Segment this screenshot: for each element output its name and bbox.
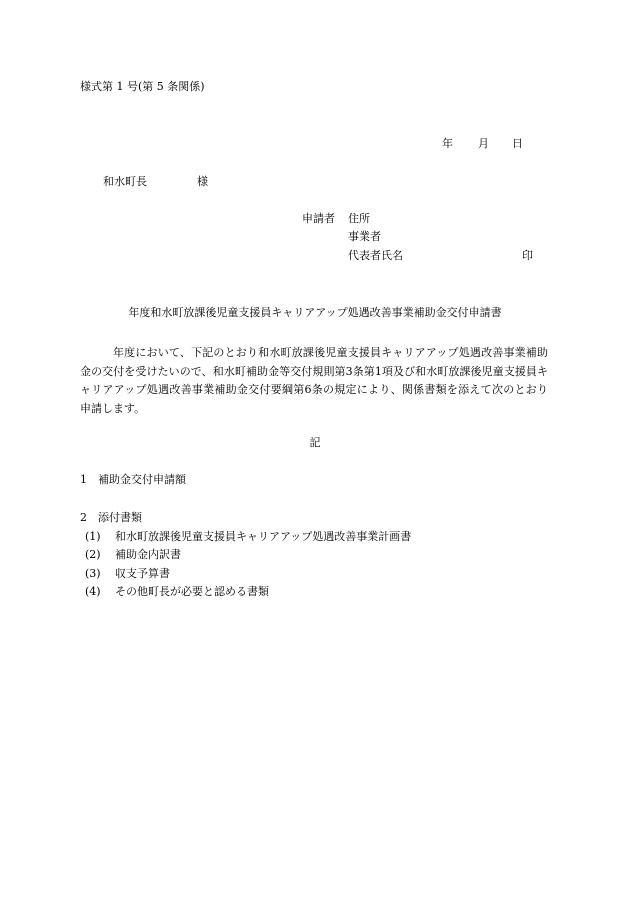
addressee-title: 和水町長 (103, 175, 147, 188)
date-year-label: 年 (442, 137, 453, 150)
date-day-label: 日 (512, 137, 523, 150)
attachment-text: その他町長が必要と認める書類 (115, 585, 269, 598)
representative-name-label: 代表者氏名 (348, 249, 403, 262)
attachment-text: 収支予算書 (115, 567, 170, 580)
item-application-amount: 1 補助金交付申請額 (80, 473, 186, 486)
attachment-item (85, 530, 411, 544)
attachment-item (85, 548, 181, 562)
seal-label: 印 (522, 249, 533, 262)
attachment-item (85, 585, 269, 599)
body-paragraph: 年度において、下記のとおり和水町放課後児童支援員キャリアアップ処遇改善事業補助金の交付を受けたいので、和水町補助金等交付規則第3条第1項及び和水町放課後児童支援員キャリアアップ処遇改善事業補助金交付要綱第6条の規定により、関係書類を添えて次のとおり申請します。 (80, 346, 548, 416)
attachment-text: 補助金内訳書 (115, 548, 181, 561)
item-attachments-heading: 2 添付書類 (80, 511, 142, 524)
date-month-label: 月 (478, 137, 489, 150)
business-label: 事業者 (348, 230, 381, 243)
attachment-item (85, 567, 170, 581)
document-title: 年度和水町放課後児童支援員キャリアアップ処遇改善事業補助金交付申請書 (128, 306, 502, 319)
applicant-label: 申請者 (302, 212, 335, 225)
ki-heading: 記 (309, 436, 321, 449)
attachment-number: (1) (85, 530, 101, 543)
attachment-text: 和水町放課後児童支援員キャリアアップ処遇改善事業計画書 (115, 530, 412, 543)
form-number: 様式第 1 号(第 5 条関係) (80, 80, 205, 93)
attachment-number: (2) (85, 548, 101, 561)
address-label: 住所 (348, 212, 370, 225)
attachment-number: (4) (85, 585, 101, 598)
addressee-honorific: 様 (197, 175, 208, 188)
attachment-number: (3) (85, 567, 101, 580)
